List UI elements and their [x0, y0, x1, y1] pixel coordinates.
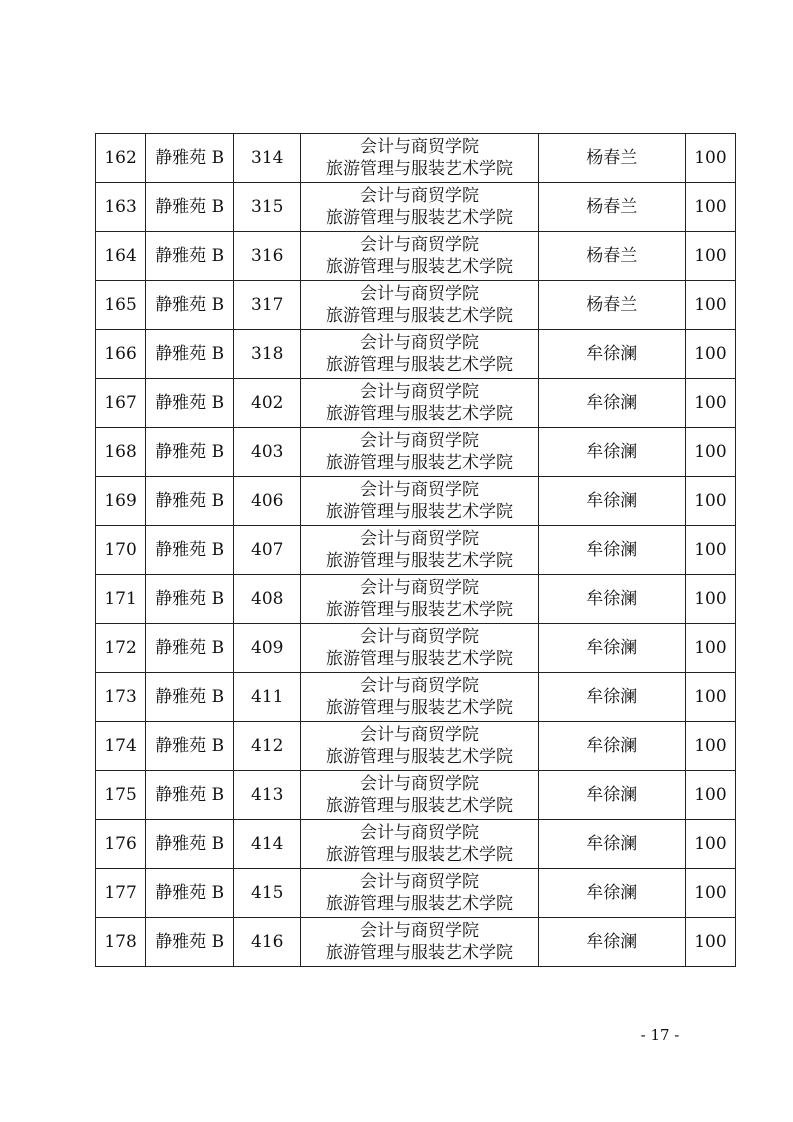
room-cell: 416	[234, 918, 301, 967]
room-cell: 402	[234, 379, 301, 428]
building-cell: 静雅苑 B	[146, 722, 234, 771]
college-cell	[301, 379, 538, 428]
college-line-1: 会计与商贸学院	[359, 529, 479, 549]
college-cell	[301, 477, 538, 526]
score-cell: 100	[685, 771, 735, 820]
college-line-2: 旅游管理与服装艺术学院	[325, 257, 513, 277]
building-cell: 静雅苑 B	[146, 134, 234, 183]
college-line-2: 旅游管理与服装艺术学院	[325, 894, 513, 914]
room-cell: 315	[234, 183, 301, 232]
building-cell: 静雅苑 B	[146, 526, 234, 575]
building-cell: 静雅苑 B	[146, 477, 234, 526]
college-line-1: 会计与商贸学院	[359, 186, 479, 206]
no-cell: 175	[96, 771, 146, 820]
college-line-1: 会计与商贸学院	[359, 382, 479, 402]
college-line-1: 会计与商贸学院	[359, 823, 479, 843]
inspector-name-cell: 杨春兰	[538, 232, 685, 281]
inspector-name-cell: 牟徐澜	[538, 722, 685, 771]
college-line-2: 旅游管理与服装艺术学院	[325, 355, 513, 375]
no-cell: 172	[96, 624, 146, 673]
score-cell: 100	[685, 330, 735, 379]
room-cell: 409	[234, 624, 301, 673]
table-row	[96, 771, 736, 820]
building-cell: 静雅苑 B	[146, 281, 234, 330]
college-line-2: 旅游管理与服装艺术学院	[325, 453, 513, 473]
building-cell: 静雅苑 B	[146, 624, 234, 673]
college-line-1: 会计与商贸学院	[359, 872, 479, 892]
score-cell: 100	[685, 134, 735, 183]
table-row	[96, 330, 736, 379]
room-cell: 403	[234, 428, 301, 477]
college-line-1: 会计与商贸学院	[359, 725, 479, 745]
college-cell	[301, 918, 538, 967]
table-row	[96, 379, 736, 428]
inspector-name-cell: 牟徐澜	[538, 330, 685, 379]
no-cell: 167	[96, 379, 146, 428]
table-body	[96, 134, 736, 967]
college-line-1: 会计与商贸学院	[359, 235, 479, 255]
score-cell: 100	[685, 624, 735, 673]
college-cell	[301, 330, 538, 379]
college-line-2: 旅游管理与服装艺术学院	[325, 208, 513, 228]
inspector-name-cell: 牟徐澜	[538, 428, 685, 477]
college-line-2: 旅游管理与服装艺术学院	[325, 159, 513, 179]
no-cell: 164	[96, 232, 146, 281]
college-line-1: 会计与商贸学院	[359, 627, 479, 647]
no-cell: 166	[96, 330, 146, 379]
score-cell: 100	[685, 526, 735, 575]
college-line-2: 旅游管理与服装艺术学院	[325, 649, 513, 669]
college-cell	[301, 183, 538, 232]
college-line-1: 会计与商贸学院	[359, 578, 479, 598]
building-cell: 静雅苑 B	[146, 379, 234, 428]
inspector-name-cell: 杨春兰	[538, 281, 685, 330]
college-cell	[301, 575, 538, 624]
table-row	[96, 134, 736, 183]
table-row	[96, 281, 736, 330]
room-cell: 406	[234, 477, 301, 526]
college-line-2: 旅游管理与服装艺术学院	[325, 306, 513, 326]
inspector-name-cell: 杨春兰	[538, 134, 685, 183]
building-cell: 静雅苑 B	[146, 428, 234, 477]
college-line-2: 旅游管理与服装艺术学院	[325, 698, 513, 718]
college-line-1: 会计与商贸学院	[359, 333, 479, 353]
inspector-name-cell: 牟徐澜	[538, 624, 685, 673]
college-line-1: 会计与商贸学院	[359, 774, 479, 794]
table-row	[96, 477, 736, 526]
score-cell: 100	[685, 183, 735, 232]
score-cell: 100	[685, 820, 735, 869]
building-cell: 静雅苑 B	[146, 869, 234, 918]
inspector-name-cell: 牟徐澜	[538, 526, 685, 575]
room-cell: 407	[234, 526, 301, 575]
room-cell: 411	[234, 673, 301, 722]
no-cell: 178	[96, 918, 146, 967]
college-cell	[301, 134, 538, 183]
room-cell: 314	[234, 134, 301, 183]
dormitory-inspection-table	[95, 133, 736, 967]
score-cell: 100	[685, 869, 735, 918]
college-cell	[301, 281, 538, 330]
no-cell: 171	[96, 575, 146, 624]
college-cell	[301, 820, 538, 869]
college-cell	[301, 673, 538, 722]
page-number: - 17 -	[640, 1026, 680, 1044]
no-cell: 176	[96, 820, 146, 869]
table-row	[96, 673, 736, 722]
room-cell: 412	[234, 722, 301, 771]
college-line-1: 会计与商贸学院	[359, 480, 479, 500]
building-cell: 静雅苑 B	[146, 183, 234, 232]
table-row	[96, 183, 736, 232]
college-line-1: 会计与商贸学院	[359, 676, 479, 696]
college-line-1: 会计与商贸学院	[359, 921, 479, 941]
building-cell: 静雅苑 B	[146, 232, 234, 281]
college-cell	[301, 771, 538, 820]
college-cell	[301, 722, 538, 771]
table-row	[96, 820, 736, 869]
college-line-2: 旅游管理与服装艺术学院	[325, 943, 513, 963]
college-cell	[301, 526, 538, 575]
college-cell	[301, 428, 538, 477]
no-cell: 168	[96, 428, 146, 477]
college-cell	[301, 624, 538, 673]
college-line-1: 会计与商贸学院	[359, 284, 479, 304]
table-row	[96, 575, 736, 624]
building-cell: 静雅苑 B	[146, 575, 234, 624]
inspector-name-cell: 牟徐澜	[538, 918, 685, 967]
no-cell: 162	[96, 134, 146, 183]
table-row	[96, 232, 736, 281]
table-row	[96, 428, 736, 477]
room-cell: 318	[234, 330, 301, 379]
room-cell: 413	[234, 771, 301, 820]
score-cell: 100	[685, 918, 735, 967]
college-line-2: 旅游管理与服装艺术学院	[325, 747, 513, 767]
building-cell: 静雅苑 B	[146, 330, 234, 379]
table-row	[96, 869, 736, 918]
no-cell: 170	[96, 526, 146, 575]
table-row	[96, 624, 736, 673]
score-cell: 100	[685, 281, 735, 330]
room-cell: 415	[234, 869, 301, 918]
score-cell: 100	[685, 477, 735, 526]
college-line-2: 旅游管理与服装艺术学院	[325, 551, 513, 571]
no-cell: 174	[96, 722, 146, 771]
college-line-2: 旅游管理与服装艺术学院	[325, 600, 513, 620]
score-cell: 100	[685, 722, 735, 771]
building-cell: 静雅苑 B	[146, 820, 234, 869]
score-cell: 100	[685, 575, 735, 624]
room-cell: 317	[234, 281, 301, 330]
college-line-2: 旅游管理与服装艺术学院	[325, 502, 513, 522]
inspector-name-cell: 杨春兰	[538, 183, 685, 232]
inspector-name-cell: 牟徐澜	[538, 575, 685, 624]
room-cell: 414	[234, 820, 301, 869]
no-cell: 163	[96, 183, 146, 232]
college-line-1: 会计与商贸学院	[359, 431, 479, 451]
room-cell: 408	[234, 575, 301, 624]
room-cell: 316	[234, 232, 301, 281]
building-cell: 静雅苑 B	[146, 918, 234, 967]
building-cell: 静雅苑 B	[146, 673, 234, 722]
college-cell	[301, 232, 538, 281]
no-cell: 165	[96, 281, 146, 330]
no-cell: 173	[96, 673, 146, 722]
inspector-name-cell: 牟徐澜	[538, 379, 685, 428]
inspector-name-cell: 牟徐澜	[538, 869, 685, 918]
college-cell	[301, 869, 538, 918]
inspector-name-cell: 牟徐澜	[538, 673, 685, 722]
score-cell: 100	[685, 673, 735, 722]
score-cell: 100	[685, 428, 735, 477]
college-line-2: 旅游管理与服装艺术学院	[325, 845, 513, 865]
table-row	[96, 526, 736, 575]
table-row	[96, 918, 736, 967]
college-line-2: 旅游管理与服装艺术学院	[325, 404, 513, 424]
inspector-name-cell: 牟徐澜	[538, 477, 685, 526]
score-cell: 100	[685, 232, 735, 281]
college-line-1: 会计与商贸学院	[359, 137, 479, 157]
no-cell: 177	[96, 869, 146, 918]
score-cell: 100	[685, 379, 735, 428]
table-row	[96, 722, 736, 771]
no-cell: 169	[96, 477, 146, 526]
inspector-name-cell: 牟徐澜	[538, 771, 685, 820]
building-cell: 静雅苑 B	[146, 771, 234, 820]
college-line-2: 旅游管理与服装艺术学院	[325, 796, 513, 816]
inspector-name-cell: 牟徐澜	[538, 820, 685, 869]
